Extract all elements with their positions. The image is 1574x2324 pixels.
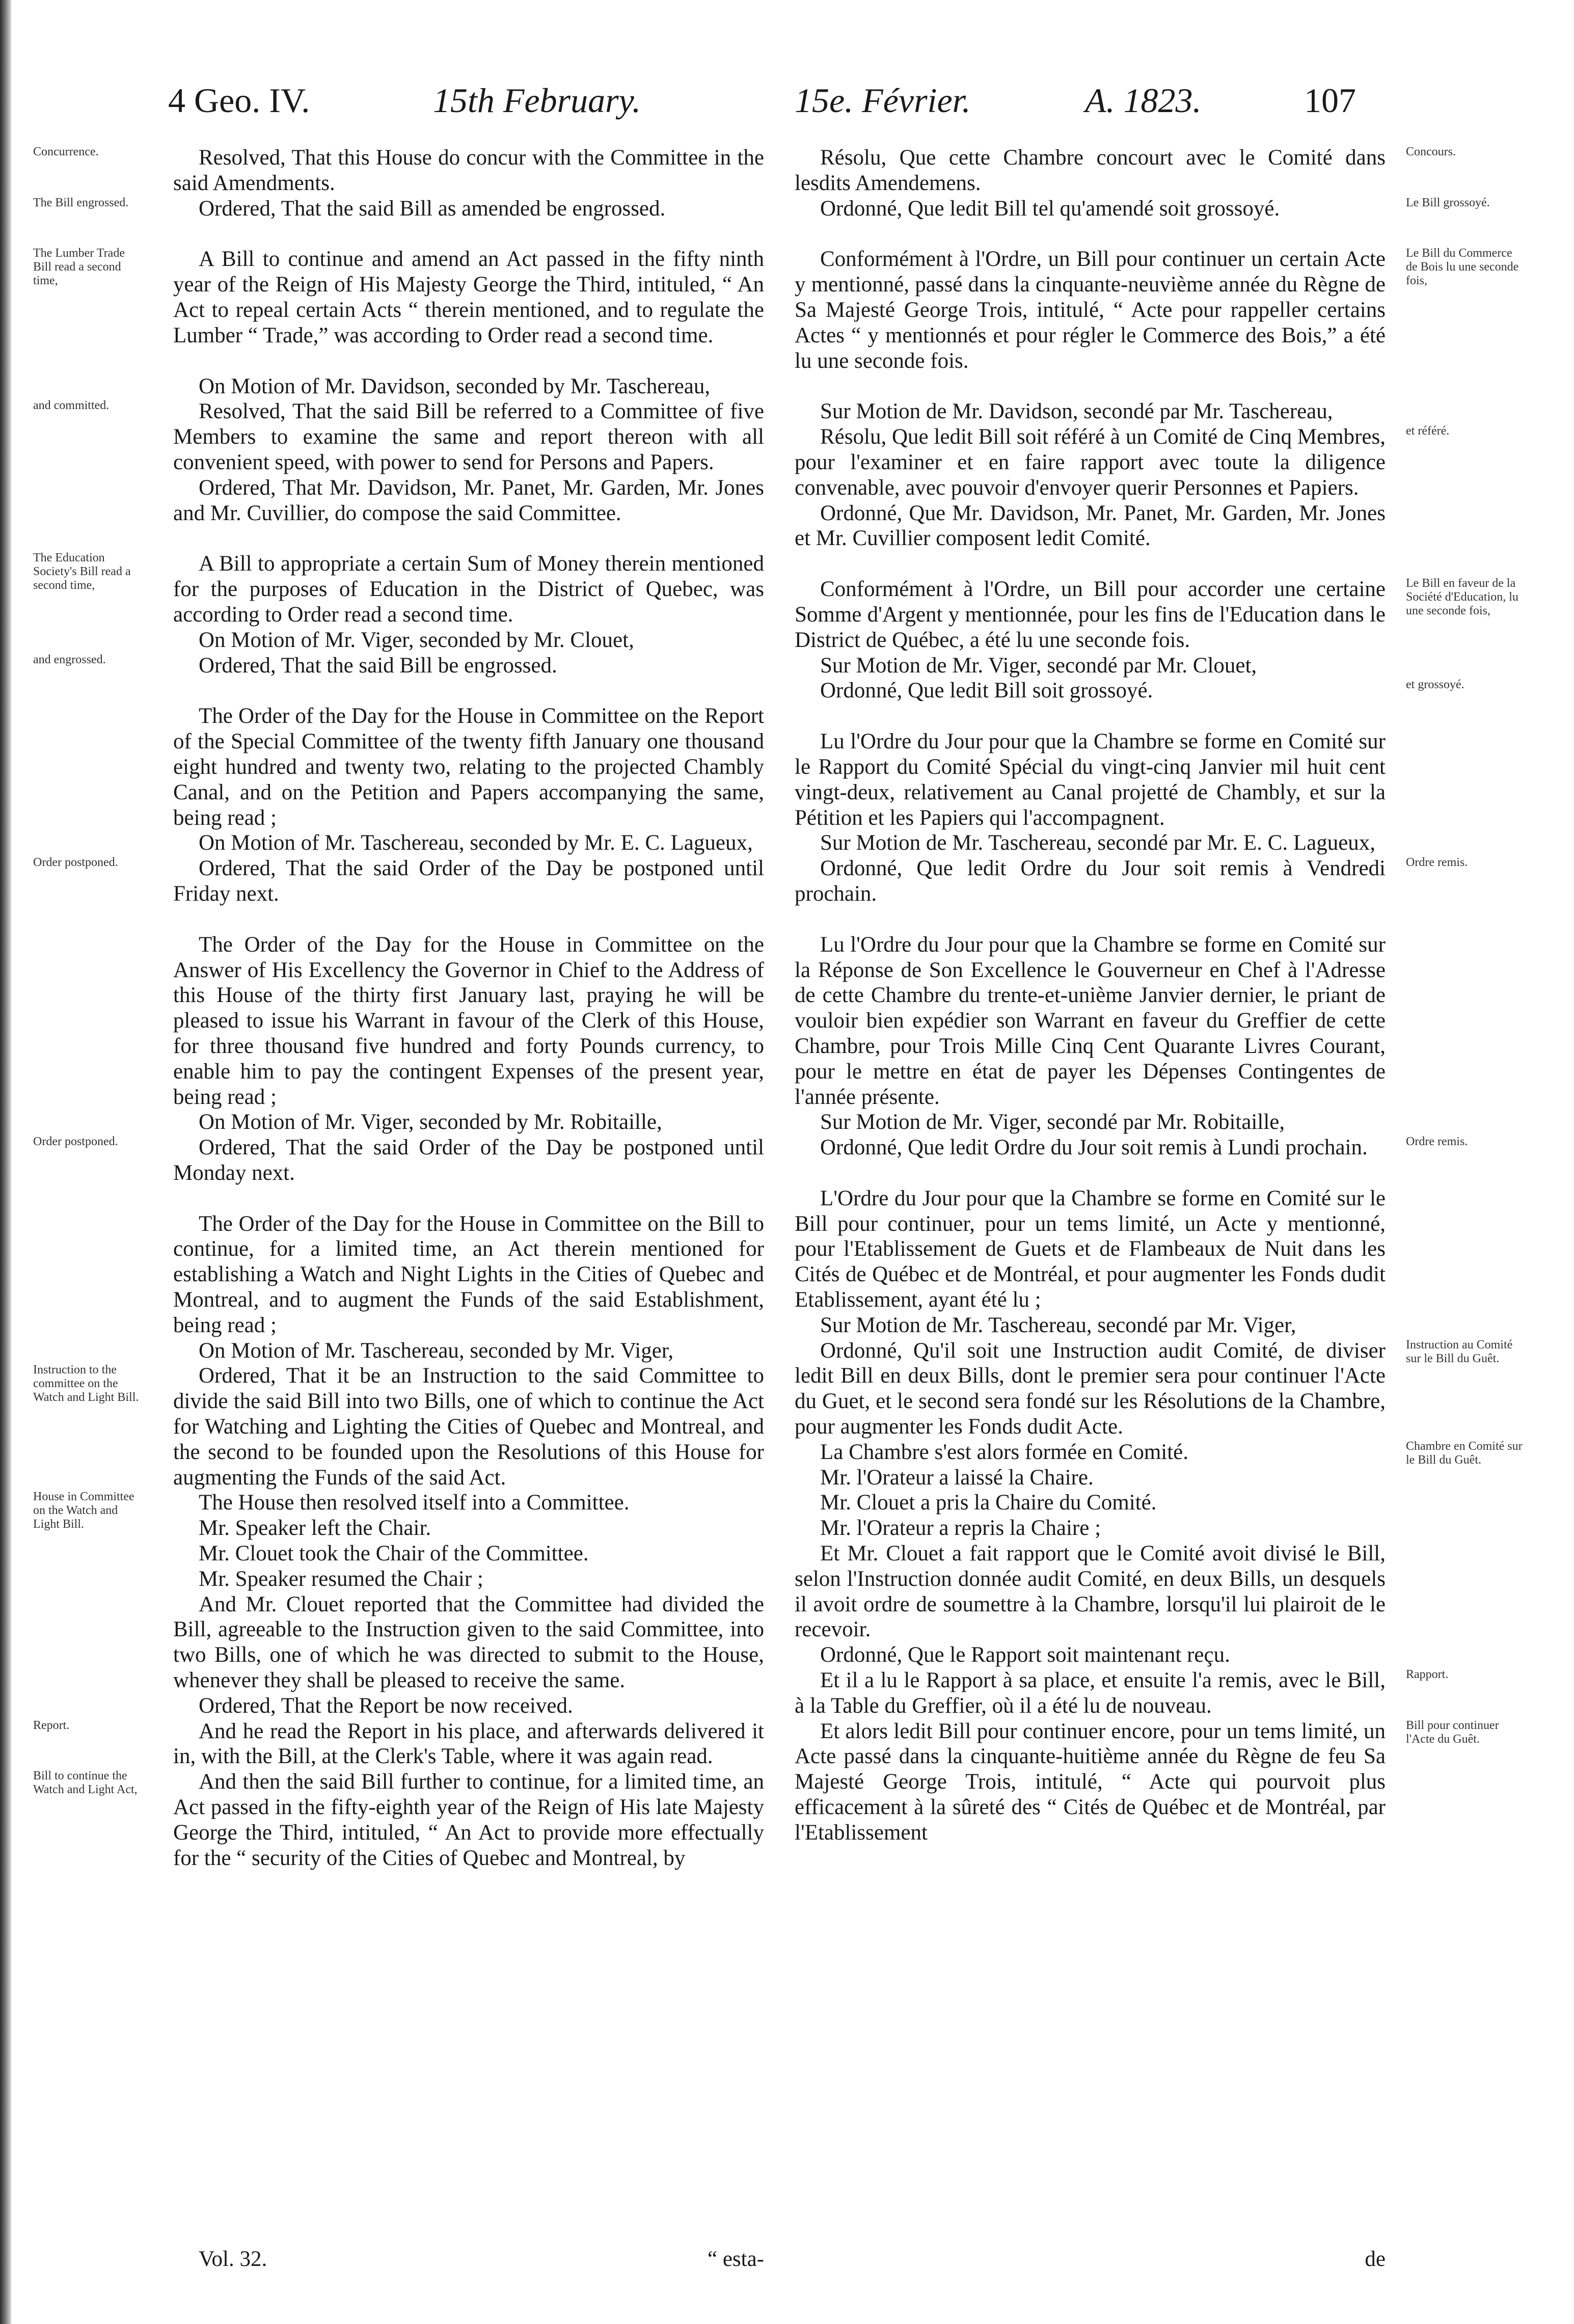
english-paragraph-text: Ordered, That the said Bill be engrossed. <box>199 653 557 678</box>
english-margin-note: House in Committee on the Watch and Light Bill. <box>33 1490 134 1531</box>
paragraph-spacer <box>173 348 764 374</box>
french-margin-note: et grossoyé. <box>1406 678 1464 692</box>
paragraph-spacer <box>173 221 764 247</box>
french-paragraph-row <box>795 145 1456 196</box>
english-paragraph-text: On Motion of Mr. Viger, seconded by Mr. Robitaille, <box>199 1110 662 1134</box>
french-paragraph-text: Sur Motion de Mr. Davidson, secondé par Mr. Taschereau, <box>820 399 1333 424</box>
french-paragraph-row <box>795 1313 1386 1338</box>
french-paragraph-row <box>795 653 1386 679</box>
date-french: 15e. Février. <box>795 81 971 120</box>
english-paragraph-row <box>173 1211 764 1338</box>
french-paragraph-row <box>795 1516 1386 1541</box>
french-paragraph-text: Et il a lu le Rapport à sa place, et ensuite l'a remis, avec le Bill, à la Table du Greffier, où il a été lu de nouveau. <box>795 1668 1386 1718</box>
french-paragraph-row <box>795 678 1464 704</box>
paragraph-spacer <box>795 1160 1386 1186</box>
french-column <box>795 145 1523 2269</box>
english-paragraph-row <box>173 628 764 653</box>
french-paragraph-text: Lu l'Ordre du Jour pour que la Chambre se forme en Comité sur le Rapport du Comité Spécial du vingt-cinq Janvier mil huit cent vingt-deux, relativement au Canal projetté de Chambly, et sur la Pétition et les Papiers qui l'accompagnent. <box>795 729 1386 830</box>
catchword-french: de <box>1365 2247 1386 2271</box>
french-paragraph-text: Et alors ledit Bill pour continuer encore, pour un tems limité, un Acte passé dans la cinquante-huitième année du Règne de feu Sa Majesté George Trois, intitulé, “ Acte qui pourvoit plus efficacement à la sûreté des “ Cités de Québec et de Montréal, par l'Etablissement <box>795 1719 1386 1845</box>
french-paragraph-text: Résolu, Que cette Chambre concourt avec le Comité dans lesdits Amendemens. <box>795 146 1386 195</box>
french-paragraph-text: Ordonné, Que le Rapport soit maintenant reçu. <box>820 1643 1230 1667</box>
english-paragraph-row <box>33 1718 764 1770</box>
english-paragraph-text: Mr. Speaker left the Chair. <box>199 1516 431 1541</box>
english-margin-note: The Bill engrossed. <box>33 196 129 209</box>
english-paragraph-text: On Motion of Mr. Taschereau, seconded by Mr. Viger, <box>199 1338 674 1363</box>
english-paragraph-row <box>173 1592 764 1693</box>
french-margin-note: Bill pour continuer l'Acte du Guêt. <box>1406 1718 1499 1746</box>
french-paragraph-row <box>795 1465 1386 1491</box>
french-paragraph-row <box>795 1110 1386 1135</box>
french-paragraph-row <box>795 501 1386 552</box>
paragraph-spacer <box>795 221 1386 247</box>
english-paragraph-row <box>173 1693 764 1719</box>
french-paragraph-row <box>795 1490 1386 1516</box>
french-paragraph-text: Ordonné, Que ledit Bill tel qu'amendé soit grossoyé. <box>820 196 1280 221</box>
french-paragraph-row <box>795 247 1519 373</box>
french-paragraph-row <box>795 399 1386 424</box>
french-paragraph-text: Conformément à l'Ordre, un Bill pour accorder une certaine Somme d'Argent y mentionnée, pour les fins de l'Education dans le District de Québec, a été lu une seconde fois. <box>795 577 1386 652</box>
paragraph-spacer <box>795 373 1386 399</box>
english-paragraph-row <box>173 830 764 856</box>
english-paragraph-text: And he read the Report in his place, and afterwards delivered it in, with the Bill, at the Clerk's Table, where it was again read. <box>173 1719 764 1769</box>
calendar-year: A. 1823. <box>1085 81 1202 120</box>
scan-binding-edge <box>0 0 11 2324</box>
french-margin-note: Ordre remis. <box>1406 856 1468 870</box>
french-margin-note: Rapport. <box>1406 1668 1449 1682</box>
english-paragraph-text: Ordered, That the said Order of the Day be postponed until Monday next. <box>173 1136 764 1185</box>
french-paragraph-text: Et Mr. Clouet a fait rapport que le Comité avoit divisé le Bill, selon l'Instruction donnée audit Comité, en deux Bills, un desquels il avoit ordre de soumettre à la Chambre, lorsqu'il lui plairoit de le recevoir. <box>795 1542 1386 1642</box>
english-paragraph-text: On Motion of Mr. Taschereau, seconded by Mr. E. C. Lagueux, <box>199 831 753 855</box>
date-english: 15th February. <box>433 81 641 120</box>
french-paragraph-text: Sur Motion de Mr. Viger, secondé par Mr. Clouet, <box>820 653 1257 678</box>
english-paragraph-row <box>33 1769 764 1871</box>
french-paragraph-row <box>795 856 1468 907</box>
french-paragraph-row <box>795 1668 1449 1719</box>
french-paragraph-row <box>795 729 1386 830</box>
english-paragraph-text: Ordered, That the Report be now received. <box>199 1693 573 1718</box>
french-paragraph-row <box>795 1135 1468 1160</box>
paragraph-spacer <box>173 907 764 932</box>
french-paragraph-text: Résolu, Que ledit Bill soit référé à un Comité de Cinq Membres, pour l'examiner et en faire rapport avec toute la diligence convenable, avec pouvoir d'envoyer querir Personnes et Papiers. <box>795 425 1386 500</box>
english-paragraph-row <box>173 932 764 1110</box>
french-paragraph-row <box>795 1338 1513 1440</box>
paragraph-spacer <box>795 704 1386 729</box>
french-paragraph-text: Lu l'Ordre du Jour pour que la Chambre se forme en Comité sur la Réponse de Son Excellence le Gouverneur en Chef à l'Adresse de cette Chambre du trente-et-unième Janvier dernier, le priant de vouloir bien expédier son Warrant en faveur du Greffier de cette Chambre, pour Trois Mille Cinq Cent Quarante Livres Courant, pour le mettre en état de payer les Dépenses Contingentes de l'année présente. <box>795 932 1386 1109</box>
paragraph-spacer <box>795 907 1386 932</box>
french-margin-note: Le Bill en faveur de la Société d'Education, lu une seconde fois, <box>1406 577 1518 618</box>
english-paragraph-text: Resolved, That this House do concur with the Committee in the said Amendments. <box>173 146 764 195</box>
english-margin-note: Instruction to the committee on the Watch and Light Bill. <box>33 1363 139 1404</box>
english-paragraph-text: A Bill to appropriate a certain Sum of Money therein mentioned for the purposes of Education in the District of Quebec, was according to Order read a second time. <box>173 552 764 627</box>
french-paragraph-text: Conformément à l'Ordre, un Bill pour continuer un certain Acte y mentionné, passé dans la cinquante-neuvième année du Règne de Sa Majesté George Trois, intitulé, “ Acte pour rappeller certains Actes “ y mentionnés et pour régler le Commerce des Bois,” a été lu une seconde fois. <box>795 247 1386 373</box>
english-margin-note: Order postponed. <box>33 1135 118 1149</box>
volume-label: Vol. 32. <box>199 2247 267 2271</box>
english-paragraph-row <box>33 399 764 475</box>
footer-french <box>795 2247 1386 2277</box>
english-paragraph-row <box>33 196 764 222</box>
french-paragraph-row <box>795 196 1490 222</box>
french-paragraph-text: Sur Motion de Mr. Taschereau, secondé par Mr. E. C. Lagueux, <box>820 831 1376 855</box>
paragraph-spacer <box>173 678 764 704</box>
english-paragraph-row <box>33 247 764 348</box>
french-margin-note: Instruction au Comité sur le Bill du Guêt. <box>1406 1338 1513 1365</box>
english-paragraph-row <box>173 374 764 399</box>
french-paragraph-text: Ordonné, Que Mr. Davidson, Mr. Panet, Mr. Garden, Mr. Jones et Mr. Cuvillier composent ledit Comité. <box>795 501 1386 551</box>
french-paragraph-row <box>795 1642 1386 1668</box>
french-paragraph-text: La Chambre s'est alors formée en Comité. <box>820 1440 1189 1464</box>
french-paragraph-text: Ordonné, Qu'il soit une Instruction audit Comité, de diviser ledit Bill en deux Bills, dont le premier sera pour continuer l'Acte du Guet, et le second sera fondé sur les Résolutions de la Chambre, pour augmenter les Fonds dudit Acte. <box>795 1338 1386 1439</box>
french-paragraph-row <box>795 932 1386 1110</box>
english-paragraph-text: The House then resolved itself into a Committee. <box>199 1491 630 1515</box>
english-paragraph-row <box>173 704 764 830</box>
english-paragraph-text: The Order of the Day for the House in Committee on the Report of the Special Committee of the twenty fifth January one thousand eight hundred and twenty two, relating to the projected Chambly Canal, and on the Petition and Papers accompanying the same, being read ; <box>173 704 764 830</box>
english-margin-note: Concurrence. <box>33 145 99 158</box>
english-paragraph-row <box>173 1541 764 1566</box>
english-paragraph-text: Ordered, That the said Bill as amended be engrossed. <box>199 196 666 221</box>
french-paragraph-text: Ordonné, Que ledit Bill soit grossoyé. <box>820 679 1153 703</box>
english-paragraph-row <box>173 1110 764 1135</box>
french-paragraph-row <box>795 1541 1386 1642</box>
english-margin-note: Bill to continue the Watch and Light Act, <box>33 1769 138 1797</box>
english-paragraph-row <box>33 551 764 627</box>
english-paragraph-row <box>33 856 764 907</box>
french-paragraph-row <box>795 1186 1386 1313</box>
page-header <box>0 70 1574 126</box>
english-paragraph-row <box>33 653 764 679</box>
english-margin-note: and engrossed. <box>33 653 106 666</box>
english-paragraph-row <box>173 475 764 526</box>
french-margin-note: Concours. <box>1406 145 1456 158</box>
english-paragraph-text: Ordered, That the said Order of the Day be postponed until Friday next. <box>173 856 764 906</box>
english-margin-note: The Lumber Trade Bill read a second time, <box>33 247 125 288</box>
english-paragraph-row <box>33 1135 764 1186</box>
footer-english <box>173 2247 764 2277</box>
french-paragraph-text: Ordonné, Que ledit Ordre du Jour soit remis à Vendredi prochain. <box>795 856 1386 906</box>
french-paragraph-text: Mr. l'Orateur a laissé la Chaire. <box>820 1465 1094 1490</box>
french-paragraph-text: Mr. Clouet a pris la Chaire du Comité. <box>820 1491 1157 1515</box>
french-paragraph-row <box>795 1718 1499 1846</box>
english-paragraph-row <box>173 1566 764 1592</box>
english-paragraph-text: And then the said Bill further to continue, for a limited time, an Act passed in the fifty-eighth year of the Reign of His late Majesty George the Third, intituled, “ An Act to provide more effectually for the “ security of the Cities of Quebec and Montreal, by <box>173 1770 764 1870</box>
paragraph-spacer <box>795 551 1386 577</box>
page-number: 107 <box>1304 81 1356 120</box>
english-paragraph-text: On Motion of Mr. Davidson, seconded by Mr. Taschereau, <box>199 374 711 398</box>
english-paragraph-text: Mr. Speaker resumed the Chair ; <box>199 1566 483 1591</box>
english-paragraph-text: And Mr. Clouet reported that the Committee had divided the Bill, agreeable to the Instruction given to the said Committee, into two Bills, one of which he was directed to submit to the House, whenever they shall be pleased to receive the same. <box>173 1592 764 1693</box>
french-margin-note: Ordre remis. <box>1406 1135 1468 1149</box>
french-margin-note: Chambre en Comité sur le Bill du Guêt. <box>1406 1439 1523 1467</box>
english-margin-note: Order postponed. <box>33 856 118 870</box>
regnal-year: 4 Geo. IV. <box>168 81 310 120</box>
english-paragraph-text: Ordered, That it be an Instruction to the said Committee to divide the said Bill into two Bills, one of which to continue the Act for Watching and Lighting the Cities of Quebec and Montreal, and the second to be founded upon the Resolutions of this House for augmenting the Funds of the said Act. <box>173 1364 764 1490</box>
french-paragraph-row <box>795 1439 1523 1467</box>
english-paragraph-text: Ordered, That Mr. Davidson, Mr. Panet, Mr. Garden, Mr. Jones and Mr. Cuvillier, do compose the said Committee. <box>173 475 764 525</box>
french-margin-note: et référé. <box>1406 424 1450 438</box>
french-paragraph-text: Mr. l'Orateur a repris la Chaire ; <box>820 1516 1101 1541</box>
french-margin-note: Le Bill grossoyé. <box>1406 196 1490 209</box>
english-margin-note: and committed. <box>33 399 110 413</box>
paragraph-spacer <box>173 1186 764 1211</box>
french-paragraph-text: Ordonné, Que ledit Ordre du Jour soit remis à Lundi prochain. <box>820 1136 1368 1160</box>
french-paragraph-text: L'Ordre du Jour pour que la Chambre se forme en Comité sur le Bill pour continuer, pour un tems limité, un Acte y mentionné, pour l'Etablissement de Guets et de Flambeaux de Nuit dans les Cités de Québec et de Montréal, et pour augmenter les Fonds dudit Etablissement, ayant été lu ; <box>795 1186 1386 1312</box>
paragraph-spacer <box>173 526 764 551</box>
english-paragraph-text: Resolved, That the said Bill be referred to a Committee of five Members to examine the same and report thereon with all convenient speed, with power to send for Persons and Papers. <box>173 399 764 474</box>
english-paragraph-row <box>173 1516 764 1541</box>
english-paragraph-text: A Bill to continue and amend an Act passed in the fifty ninth year of the Reign of His Majesty George the Third, intituled, “ An Act to repeal certain Acts “ therein mentioned, and to regulate the Lumber “ Trade,” was according to Order read a second time. <box>173 247 764 347</box>
english-margin-note: Report. <box>33 1718 70 1732</box>
french-margin-note: Le Bill du Commerce de Bois lu une seconde fois, <box>1406 247 1519 288</box>
english-paragraph-row <box>33 145 764 196</box>
french-paragraph-row <box>795 830 1386 856</box>
french-paragraph-text: Sur Motion de Mr. Taschereau, secondé par Mr. Viger, <box>820 1313 1296 1337</box>
english-paragraph-text: The Order of the Day for the House in Committee on the Bill to continue, for a limited time, an Act therein mentioned for establishing a Watch and Night Lights in the Cities of Quebec and Montreal, and to augment the Funds of the said Establishment, being read ; <box>173 1211 764 1337</box>
english-paragraph-text: On Motion of Mr. Viger, seconded by Mr. Clouet, <box>199 628 634 652</box>
english-margin-note: The Education Society's Bill read a second time, <box>33 551 131 592</box>
english-column <box>33 145 764 2269</box>
english-paragraph-text: The Order of the Day for the House in Committee on the Answer of His Excellency the Governor in Chief to the Address of this House of the thirty first January last, praying he will be pleased to issue his Warrant in favour of the Clerk of this House, for three thousand five hundred and forty Pounds currency, to enable him to pay the contingent Expenses of the present year, being read ; <box>173 932 764 1109</box>
french-paragraph-text: Sur Motion de Mr. Viger, secondé par Mr. Robitaille, <box>820 1110 1285 1134</box>
french-paragraph-row <box>795 424 1450 500</box>
catchword-english: “ esta- <box>707 2247 764 2271</box>
french-paragraph-row <box>795 577 1518 653</box>
english-paragraph-row <box>33 1363 764 1490</box>
english-paragraph-text: Mr. Clouet took the Chair of the Committee. <box>199 1542 589 1566</box>
english-paragraph-row <box>173 1338 764 1364</box>
